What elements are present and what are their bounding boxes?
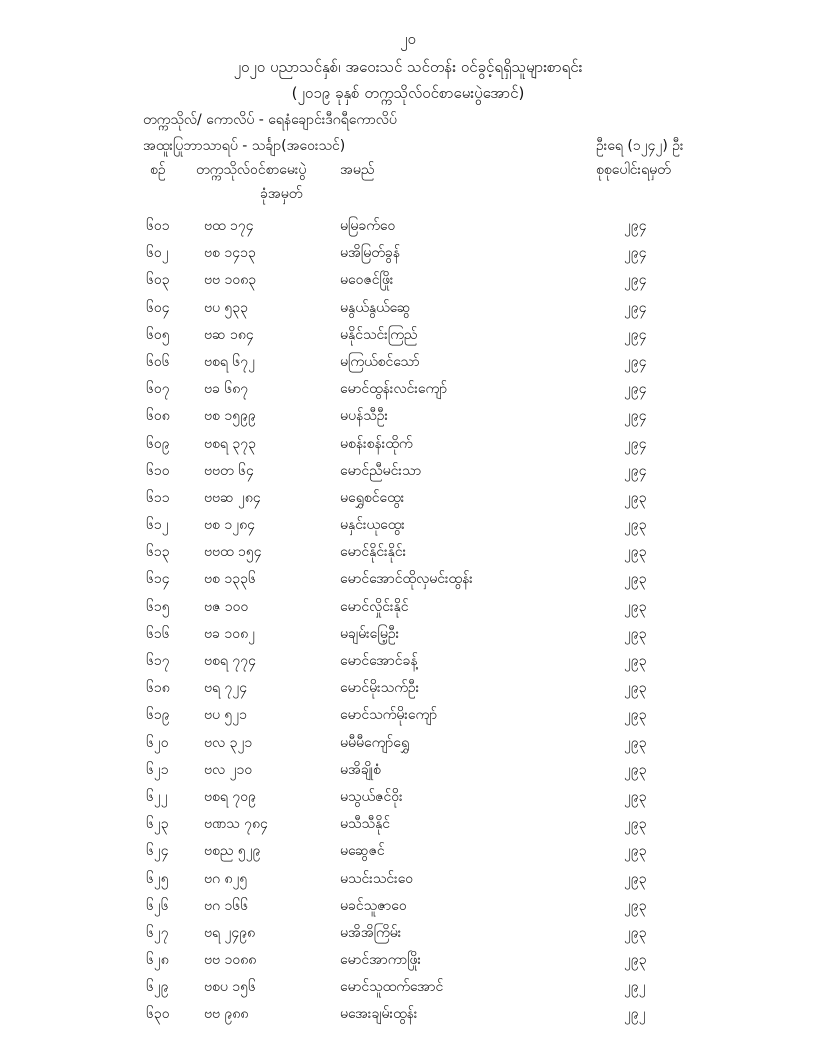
total-score: ၂၉၃ [624,598,647,615]
roll-number: ဗစရ ၆၇၂ [204,353,255,370]
student-table [0,216,816,1032]
row-number: ၆၀၇ [146,381,170,398]
row-number: ၆၀၂ [146,245,169,262]
roll-number: ဗစ ၁၄၁၃ [204,245,256,262]
row-number: ၆၁၂ [146,517,169,534]
student-name: မောင်သူထက်အောင် [340,979,444,996]
student-name: မသင်းသင်းဝေ [340,870,414,887]
row-number: ၆၂၃ [146,816,169,833]
student-name: မနိုင်သင်းကြည် [340,326,418,343]
table-row [0,950,816,977]
table-row [0,678,816,705]
student-name: မအိမြတ်ခွန် [340,245,400,262]
total-score: ၂၉၃ [624,489,647,506]
total-score: ၂၉၃ [624,788,647,805]
table-row [0,597,816,624]
student-name: မရွှေစင်ထွေး [340,489,405,506]
total-score: ၂၉၃ [624,653,647,669]
roll-number: ဗရ ၇၂၄ [204,680,248,697]
total-score: ၂၉၄ [624,381,647,398]
row-number: ၆၂၀ [146,734,169,751]
table-row [0,542,816,569]
row-number: ၆၂၂ [146,788,168,805]
roll-number: ဗရ ၂၄၉၈ [204,924,256,941]
student-name: မောင်ထွန်းလင်းကျော် [340,381,448,398]
page-number: ၂၀ [400,30,416,48]
roll-number: ဗစ ၁၅၉၉ [204,408,256,425]
roll-number: ဗဗ ၉၈၈ [204,1006,249,1023]
student-name: မဝေဇင်ဖြိုး [340,272,394,289]
student-name: မအေးချမ်းထွန်း [340,1006,418,1023]
student-name: မမြခက်ဝေ [340,218,396,234]
student-name: မနွယ်နွယ်ဆွေ [340,299,411,316]
table-row [0,434,816,461]
total-score: ၂၉၃ [624,870,647,887]
roll-number: ဗခ ၁၀၈၂ [204,625,255,642]
roll-number: ဗဇ ၁၀၀ [204,598,249,615]
roll-number: ဗစရ ၃၇၃ [204,435,256,452]
total-score: ၂၉၃ [624,680,647,697]
roll-number: ဗစ ၁၃၃၆ [204,571,256,588]
student-name: မောင်အောင်ခန့် [340,653,418,669]
header-roll-line2: ခုံအမှတ် [260,186,303,202]
row-number: ၆၃၀ [146,1006,170,1023]
total-score: ၂၉၄ [624,272,647,289]
row-number: ၆၁၁ [146,489,170,506]
table-row [0,651,816,678]
student-name: မသွယ်ဇင်ဝိုး [340,788,403,805]
total-score: ၂၉၃ [624,707,647,724]
roll-number: ဗစရ ၇၀၉ [204,788,256,805]
student-name: မအိအိကြိမ်း [340,924,402,941]
faculty-label: တက္ကသိုလ်/ ကောလိပ် - ရေနံချောင်းဒီဂရီကောလိပ် [143,112,397,128]
table-row [0,243,816,270]
student-name: မချမ်းမြေ့ဦး [340,625,400,642]
total-score: ၂၉၃ [624,544,647,561]
student-name: မပန်သီဦး [340,408,389,425]
row-number: ၆၀၅ [146,326,170,343]
total-score: ၂၉၂ [624,979,646,996]
total-score: ၂၉၄ [624,408,647,425]
header-roll-line1: တက္ကသိုလ်ဝင်စာမေးပွဲ [196,162,307,178]
table-row [0,461,816,488]
student-name: မသီသီနိုင် [340,816,391,833]
total-score: ၂၉၄ [624,326,647,343]
roll-number: ဗဗဆ ၂၈၄ [204,489,261,506]
row-number: ၆၀၉ [146,435,170,452]
document-subtitle: (၂၀၁၉ ခုနှစ် တက္ကသိုလ်ဝင်စာမေးပွဲအောင်) [291,84,525,102]
row-number: ၆၁၅ [146,598,170,615]
total-score: ၂၉၄ [624,462,647,479]
total-score: ၂၉၄ [624,245,647,262]
student-name: မခင်သူဇာဝေ [340,897,407,914]
table-row [0,787,816,814]
table-row [0,325,816,352]
row-number: ၆၂၄ [146,843,169,860]
roll-number: ဗဗ ၁၀၈၈ [204,952,257,969]
total-score: ၂၉၄ [624,353,647,370]
student-name: မောင်အောင်ထိုလှမင်းထွန်း [340,571,473,588]
student-name: မောင်မိုးသက်ဦး [340,680,420,697]
student-name: မဆွေဇင် [340,843,385,860]
total-score: ၂၉၃ [624,571,647,588]
total-score: ၂၉၃ [624,625,647,642]
student-name: မောင်ညီမင်းသာ [340,462,422,479]
student-name: မစန်းစန်းထိုက် [340,435,413,452]
table-row [0,869,816,896]
row-number: ၆၁၉ [146,707,170,724]
roll-number: ဗလ ၃၂၁ [204,734,253,751]
table-row [0,352,816,379]
table-row [0,923,816,950]
roll-number: ဗဗတ ၆၄ [204,462,254,479]
row-number: ၆၁၃ [146,544,170,561]
table-row [0,760,816,787]
roll-number: ဗစ ၁၂၈၄ [204,517,255,534]
roll-number: ဗဂ ၁၆၆ [204,897,249,914]
roll-number: ဗဆ ၁၈၄ [204,326,254,343]
table-row [0,705,816,732]
row-number: ၆၀၃ [146,272,170,289]
row-number: ၆၁၄ [146,571,170,588]
row-number: ၆၂၉ [146,979,169,996]
row-number: ၆၂၈ [146,952,169,969]
student-name: မအိချိုစံ [340,761,381,778]
row-number: ၆၂၁ [146,761,169,778]
table-row [0,515,816,542]
table-row [0,977,816,1004]
student-name: မောင်နိုင်းနိုင်း [340,544,407,561]
table-row [0,270,816,297]
major-label: အထူးပြုဘာသာရပ် - သင်္ချာ(အဝေးသင်) [143,138,346,154]
table-row [0,841,816,868]
row-number: ၆၁၀ [146,462,170,479]
total-score: ၂၉၄ [624,435,647,452]
row-number: ၆၁၇ [146,653,170,669]
roll-number: ဗပ ၅၃၃ [204,299,249,316]
row-number: ၆၂၅ [146,870,169,887]
total-score: ၂၉၃ [624,816,647,833]
roll-number: ဗဏသ ၇၈၄ [204,816,268,833]
header-name: အမည် [340,162,375,178]
total-score: ၂၉၃ [624,897,647,914]
total-score: ၂၉၃ [624,761,647,778]
total-score: ၂၉၄ [624,218,647,234]
row-number: ၆၀၆ [146,353,170,370]
roll-number: ဗဗ ၁၀၈၃ [204,272,257,289]
total-score: ၂၉၃ [624,843,647,860]
roll-number: ဗစပ ၁၅၆ [204,979,256,996]
table-row [0,298,816,325]
roll-number: ဗပ ၅၂၁ [204,707,248,724]
student-name: မောင်လှိုင်းနိုင် [340,598,409,615]
roll-number: ဗစည ၅၂၉ [204,843,261,860]
total-score: ၂၉၃ [624,734,647,751]
row-number: ၆၀၄ [146,299,170,316]
row-number: ၆၁၆ [146,625,170,642]
student-name: မောင်အာကာဖြိုး [340,952,422,969]
header-no: စဉ် [150,162,166,178]
total-score: ၂၉၃ [624,952,647,969]
roll-number: ဗခ ၆၈၇ [204,381,249,398]
table-row [0,814,816,841]
total-score: ၂၉၂ [624,1006,646,1023]
table-row [0,406,816,433]
table-row [0,488,816,515]
table-row [0,216,816,243]
student-name: မနှင်းယုထွေး [340,517,405,534]
document-title: ၂၀၂၀ ပညာသင်နှစ်၊ အဝေးသင် သင်တန်း ဝင်ခွင့်ရရှိသူများစာရင်း [233,58,583,76]
header-score: စုစုပေါင်းရမှတ် [596,162,671,178]
roll-number: ဗဂ ၈၂၅ [204,870,248,887]
row-number: ၆၂၇ [146,924,169,941]
student-name: မကြယ်စင်သော် [340,353,420,370]
roll-number: ဗစရ ၇၇၄ [204,653,256,669]
table-row [0,569,816,596]
table-row [0,379,816,406]
roll-number: ဗလ ၂၁၀ [204,761,253,778]
roll-number: ဗဗထ ၁၅၄ [204,544,262,561]
student-name: မောင်သက်မိုးကျော် [340,707,438,724]
total-score: ၂၉၃ [624,924,647,941]
table-row [0,1004,816,1031]
roll-number: ဗထ ၁၇၄ [204,218,254,234]
table-row [0,624,816,651]
table-row [0,896,816,923]
table-row [0,733,816,760]
student-name: မမီမီကျော်ရွှေ [340,734,410,751]
student-count: ဦးရေ (၁၂၄၂) ဦး [596,138,684,154]
row-number: ၆၁၈ [146,680,170,697]
row-number: ၆၀၈ [146,408,170,425]
total-score: ၂၉၄ [624,299,647,316]
row-number: ၆၂၆ [146,897,169,914]
total-score: ၂၉၃ [624,517,647,534]
row-number: ၆၀၁ [146,218,170,234]
